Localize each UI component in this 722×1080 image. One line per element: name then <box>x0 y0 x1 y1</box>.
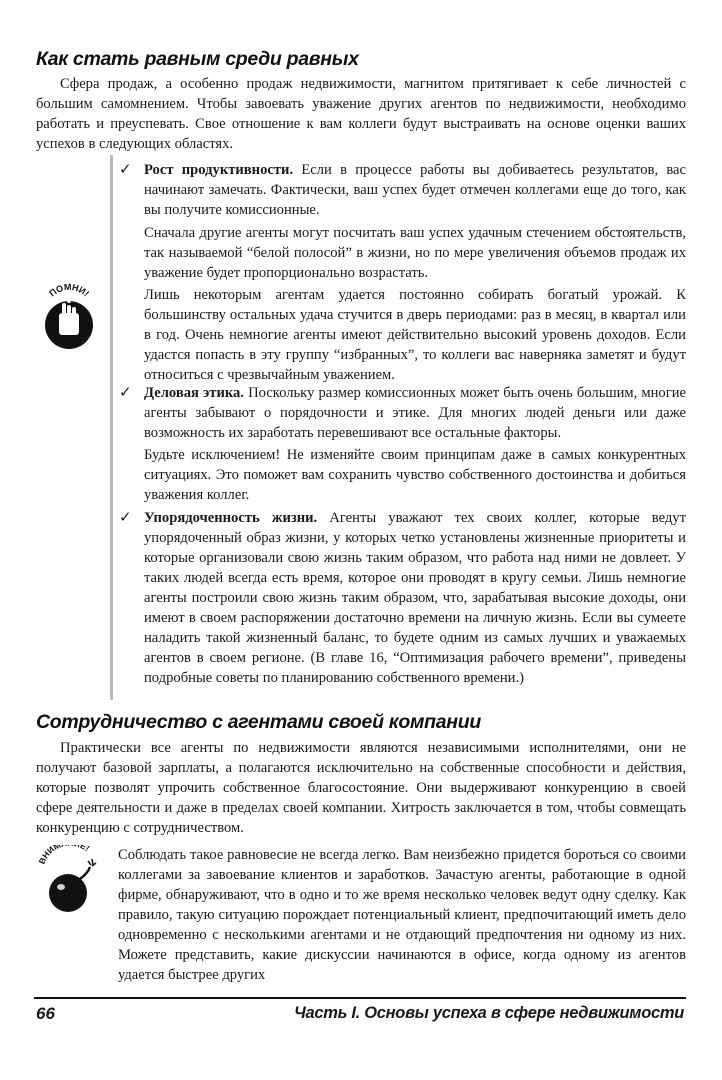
item-text: Агенты уважают тех своих коллег, которые ведут упорядоченный образ жизни, у которых четко установлены жизненные приоритеты и которые организовали свою жизнь таким образом, что работа над ними не довлеет. У таких людей всегда есть время, которое они проводят в кругу семьи. Лишь немногие агенты построили свою жизнь таким образом, что, зарабатывая высокие доходы, они имеют в своем распоряжении достаточно времени на личную жизнь. Если вы сумеете наладить такой жизненный баланс, то будете одним из самых лучших и уважаемых агентов в своем регионе. (В главе 16, “Оптимизация рабочего времени”, приведены подробные советы по планированию собственного времени.) <box>144 510 686 686</box>
check-icon: ✓ <box>119 510 132 526</box>
item-text: Если в процессе работы вы добиваетесь результатов, вас начинают замечать. Фактически, ваш успех будет отмечен коллегами еще до того, как вы получите комиссионные. <box>144 162 686 218</box>
item-heading: Рост продуктивности. <box>144 162 294 178</box>
list-item <box>144 508 686 688</box>
sidebar-rule <box>110 155 113 700</box>
svg-text:ПОМНИ!: ПОМНИ! <box>47 283 92 299</box>
check-icon: ✓ <box>119 385 132 401</box>
item-heading: Упорядоченность жизни. <box>144 510 318 526</box>
svg-text:ВНИМАНИЕ!: НИМ Е! <box>40 845 92 861</box>
page-number: 66 <box>36 1004 55 1023</box>
item-paragraph: Сначала другие агенты могут посчитать ваш успех удачным стечением обстоятельств, так называемой “белой полосой” в жизни, но по мере увеличения объемов продаж их уважение будет пропорционально возрастать. <box>144 225 686 281</box>
warning-bomb-icon <box>38 845 104 919</box>
intro-paragraph: Практически все агенты по недвижимости являются независимыми исполнителями, они не получают базовой зарплаты, а полагаются исключительно на собственные способности и действия, которые позволят упрочить собственное благосостояние. Они выдерживают конкуренцию в своей сфере деятельности и даже в пределах своей компании. Хитрость заключается в том, чтобы совмещать конкуренцию с сотрудничеством. <box>36 740 686 836</box>
list-item <box>144 160 686 220</box>
intro-paragraph: Сфера продаж, а особенно продаж недвижимости, магнитом притягивает к себе личностей с большим самомнением. Чтобы завоевать уважение других агентов по недвижимости, необходимо работать и преуспевать. Свое отношение к вам коллеги будут выстраивать на основе оценки ваших успехов в следующих областях. <box>36 76 686 152</box>
section-heading-equals: Как стать равным среди равных <box>36 48 359 70</box>
check-icon: ✓ <box>119 162 132 178</box>
item-paragraph: Лишь некоторым агентам удается постоянно собирать богатый урожай. К большинству остальных удача стучится в дверь периодами: раз в месяц, в квартал или в год. Очень немногие агенты имеют действительно высокий уровень доходов. Если удастся попасть в эту группу “избранных”, то коллеги вас наверняка заметят и будут относиться с чрезвычайным уважением. <box>144 287 686 383</box>
item-text: Поскольку размер комиссионных может быть очень большим, многие агенты забывают о порядочности и этике. Для многих людей деньги или даже возможность их заработать перевешивают все остальные факторы. <box>144 385 686 441</box>
item-paragraph: Будьте исключением! Не изменяйте своим принципам даже в самых конкурентных ситуациях. Это поможет вам сохранить чувство собственного достоинства и добиться уважения коллег. <box>144 447 686 503</box>
warning-paragraph: Соблюдать такое равновесие не всегда легко. Вам неизбежно придется бороться со своими коллегами за завоевание клиентов и заработков. Зачастую агенты, работающие в одной фирме, обнаруживают, что в одно и то же время несколько человек ведут одну сделку. Как правило, такую ситуацию порождает потенциальный клиент, предпочитающий иметь дело одновременно с несколькими агентами и не отдающий предпочтения ни одному из них. Можете представить, какие дискуссии начинаются в офисе, когда одному из агентов удается быстрее других <box>118 847 686 983</box>
list-item <box>144 383 686 443</box>
section-heading-cooperation: Сотрудничество с агентами своей компании <box>36 711 481 733</box>
remember-icon <box>38 283 100 355</box>
running-footer-title: Часть I. Основы успеха в сфере недвижимости <box>294 1004 684 1022</box>
item-heading: Деловая этика. <box>144 385 245 401</box>
footer-rule <box>34 997 686 999</box>
